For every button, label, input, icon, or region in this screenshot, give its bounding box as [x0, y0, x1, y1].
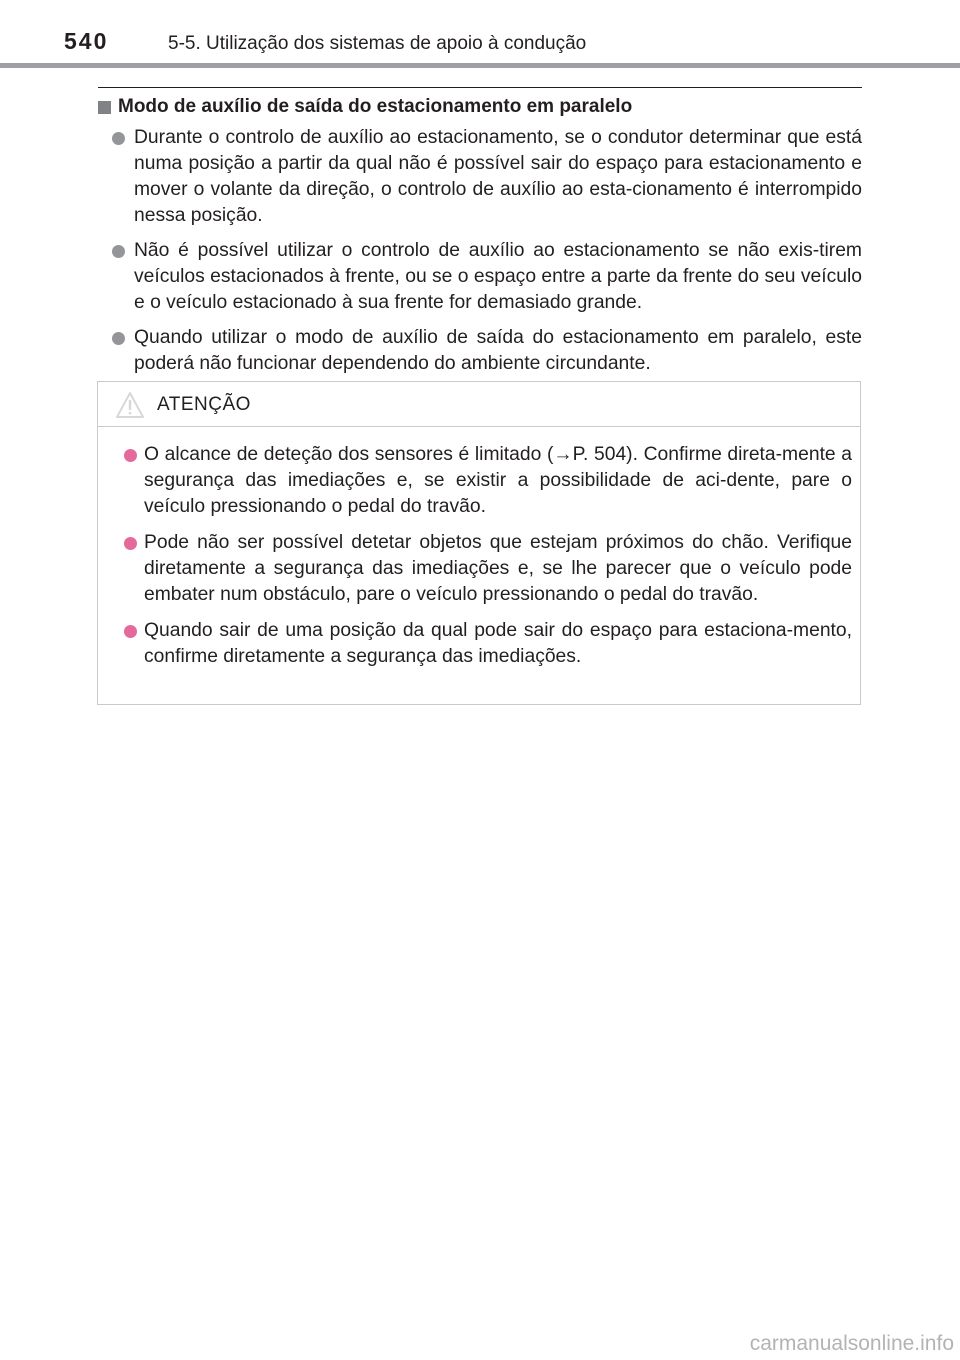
page-header — [0, 0, 960, 70]
warning-header — [98, 382, 860, 427]
warning-triangle-icon — [115, 391, 145, 419]
circle-bullet-icon — [112, 332, 125, 345]
list-item-text: Durante o controlo de auxílio ao estacionamento, se o condutor determinar que está numa posição a partir da qual não é possível sair do espaço para estacionamento e mover o volante da direção, o controlo de auxílio ao esta-cionamento é interrompido nessa posição. — [134, 127, 862, 226]
section-bullet-list — [98, 125, 862, 386]
circle-bullet-icon — [112, 132, 125, 145]
section-title: 5-5. Utilização dos sistemas de apoio à condução — [168, 33, 587, 54]
warning-item-text: Quando sair de uma posição da qual pode sair do espaço para estaciona-mento, confirme diretamente a segurança das imediações. — [144, 620, 852, 667]
list-item-text: Quando utilizar o modo de auxílio de saída do estacionamento em paralelo, este poderá não funcionar dependendo do ambiente circundante. — [134, 327, 862, 374]
list-item — [98, 238, 862, 316]
page-number: 540 — [64, 28, 109, 54]
warning-box — [97, 381, 861, 705]
warning-list — [98, 442, 860, 680]
header-divider — [0, 63, 960, 68]
list-item — [98, 125, 862, 229]
circle-bullet-icon — [112, 245, 125, 258]
watermark: carmanualsonline.info — [749, 1332, 954, 1355]
warning-item-text: Pode não ser possível detetar objetos que estejam próximos do chão. Verifique diretamente a segurança das imediações e, se lhe parecer que o veículo pode embater num obstáculo, pare o veículo pressionando o pedal do travão. — [144, 532, 852, 605]
circle-bullet-icon — [124, 537, 137, 550]
content-divider — [98, 87, 862, 88]
warning-item — [98, 530, 860, 608]
section-heading-text: Modo de auxílio de saída do estacionamento em paralelo — [118, 96, 633, 117]
list-item-text: Não é possível utilizar o controlo de auxílio ao estacionamento se não exis-tirem veículos estacionados à frente, ou se o espaço entre a parte da frente do seu veículo e o veículo estacionado à sua frente for demasiado grande. — [134, 240, 862, 313]
circle-bullet-icon — [124, 625, 137, 638]
circle-bullet-icon — [124, 449, 137, 462]
square-bullet-icon — [98, 101, 111, 114]
warning-title: ATENÇÃO — [157, 394, 251, 415]
warning-item-text: O alcance de deteção dos sensores é limitado (→P. 504). Confirme direta-mente a segurança das imediações e, se existir a possibilidade de aci-dente, pare o veículo pressionando o pedal do travão. — [144, 444, 852, 517]
section-heading — [98, 96, 862, 118]
warning-item — [98, 442, 860, 520]
warning-item — [98, 618, 860, 670]
list-item — [98, 325, 862, 377]
